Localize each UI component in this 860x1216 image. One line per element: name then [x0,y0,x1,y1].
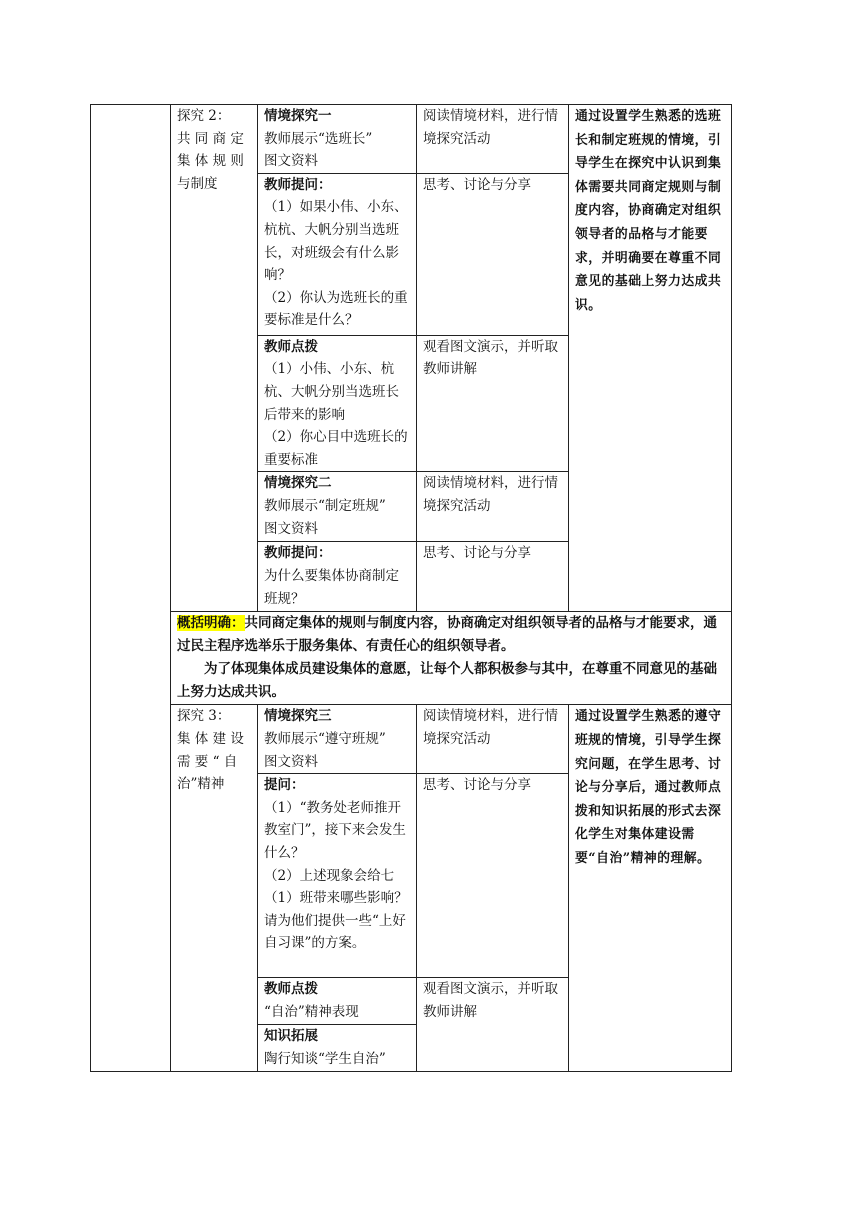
student-activity-cell: 阅读情境材料，进行情境探究活动 [417,472,569,542]
teacher-activity-cell [258,774,417,978]
activity-text: （2）你心目中选班长的重要标准 [264,429,408,468]
activity-text: 陶行知谈“学生自治” [264,1050,386,1067]
topic-line: 共 同 商 定 [177,130,244,147]
activity-text: （1）如果小伟、小东、杭杭、大帆分别当选班长，对班级会有什么影响？ [264,199,408,284]
teacher-activity-cell [258,335,417,472]
activity-text: 图文资料 [264,753,318,770]
table-row [91,105,732,174]
topic-line: 探究 2： [177,108,231,124]
student-activity-cell: 观看图文演示，并听取教师讲解 [417,978,569,1072]
design-intent-cell: 通过设置学生熟悉的遵守班规的情境，引导学生探究问题，在学生思考、讨论与分享后，通过教师点拨和知识拓展的形式去深化学生对集体建设需要“自治”精神的理解。 [569,705,732,1072]
teacher-activity-cell [258,105,417,174]
design-intent-cell: 通过设置学生熟悉的选班长和制定班规的情境，引导学生在探究中认识到集体需要共同商定规则与制度内容，协商确定对组织领导者的品格与才能要求，并明确要在尊重不同意见的基础上努力达成共识。 [569,105,732,612]
activity-title: 教师点拨 [264,981,318,998]
student-activity-cell: 思考、讨论与分享 [417,542,569,612]
activity-title: 教师点拨 [264,338,318,355]
summary-row [91,612,732,705]
left-blank-column [91,105,171,1072]
summary-text: 共同商定集体的规则与制度内容，协商确定对组织领导者的品格与才能要求，通过民主程序选举乐于服务集体、有责任心的组织领导者。 [177,615,717,655]
activity-title: 情境探究三 [264,708,332,725]
activity-title: 知识拓展 [264,1028,318,1045]
activity-text: （2）你认为选班长的重要标准是什么？ [264,289,408,329]
teacher-activity-cell [258,472,417,542]
activity-text: “自治”精神表现 [264,1003,359,1020]
activity-text: 教师展示“制定班规” [264,497,386,514]
student-activity-cell: 思考、讨论与分享 [417,774,569,978]
topic-line: 需 要 “ 自 [177,753,238,770]
topic-line: 与制度 [177,175,218,192]
summary-cell [171,612,732,705]
student-activity-cell: 阅读情境材料，进行情境探究活动 [417,105,569,174]
teacher-activity-cell [258,542,417,612]
activity-title: 教师提问： [264,176,332,193]
activity-text: 图文资料 [264,153,318,170]
activity-text: 为什么要集体协商制定班规？ [264,567,399,607]
knowledge-extension-block [258,1025,416,1070]
summary-label: 概括明确： [177,615,245,632]
topic-cell-explore-2 [171,105,258,612]
summary-paragraph-2: 为了体现集体成员建设集体的意愿，让每个人都积极参与其中，在尊重不同意见的基础上努力达成共识。 [177,661,717,701]
topic-line: 集 体 建 设 [177,730,244,747]
activity-title: 情境探究一 [264,108,332,124]
activity-text: 教师展示“遵守班规” [264,730,386,747]
activity-title: 提问： [264,777,305,794]
table-row [91,705,732,774]
student-activity-cell: 思考、讨论与分享 [417,173,569,335]
student-activity-cell: 观看图文演示，并听取教师讲解 [417,335,569,472]
activity-title: 情境探究二 [264,475,332,492]
activity-title: 教师提问： [264,545,332,562]
teacher-activity-cell [258,978,417,1072]
activity-text: （1）“教务处老师推开教室门”，接下来会发生什么？ [264,799,406,861]
activity-text: （2）上述现象会给七（1）班带来哪些影响？请为他们提供一些“上好自习课”的方案。 [264,867,408,952]
topic-cell-explore-3 [171,705,258,1072]
summary-paragraph-1 [177,612,725,658]
topic-line: 治”精神 [177,776,225,793]
activity-text: 教师展示“选班长” [264,130,373,147]
activity-text: 图文资料 [264,520,318,537]
teacher-activity-cell [258,705,417,774]
topic-line: 集 体 规 则 [177,153,244,170]
student-activity-cell: 阅读情境材料，进行情境探究活动 [417,705,569,774]
activity-text: （1）小伟、小东、杭杭、大帆分别当选班长后带来的影响 [264,361,399,423]
lesson-plan-table [90,104,732,1072]
topic-line: 探究 3： [177,708,231,725]
teacher-guidance-block [258,978,416,1025]
teacher-activity-cell [258,173,417,335]
